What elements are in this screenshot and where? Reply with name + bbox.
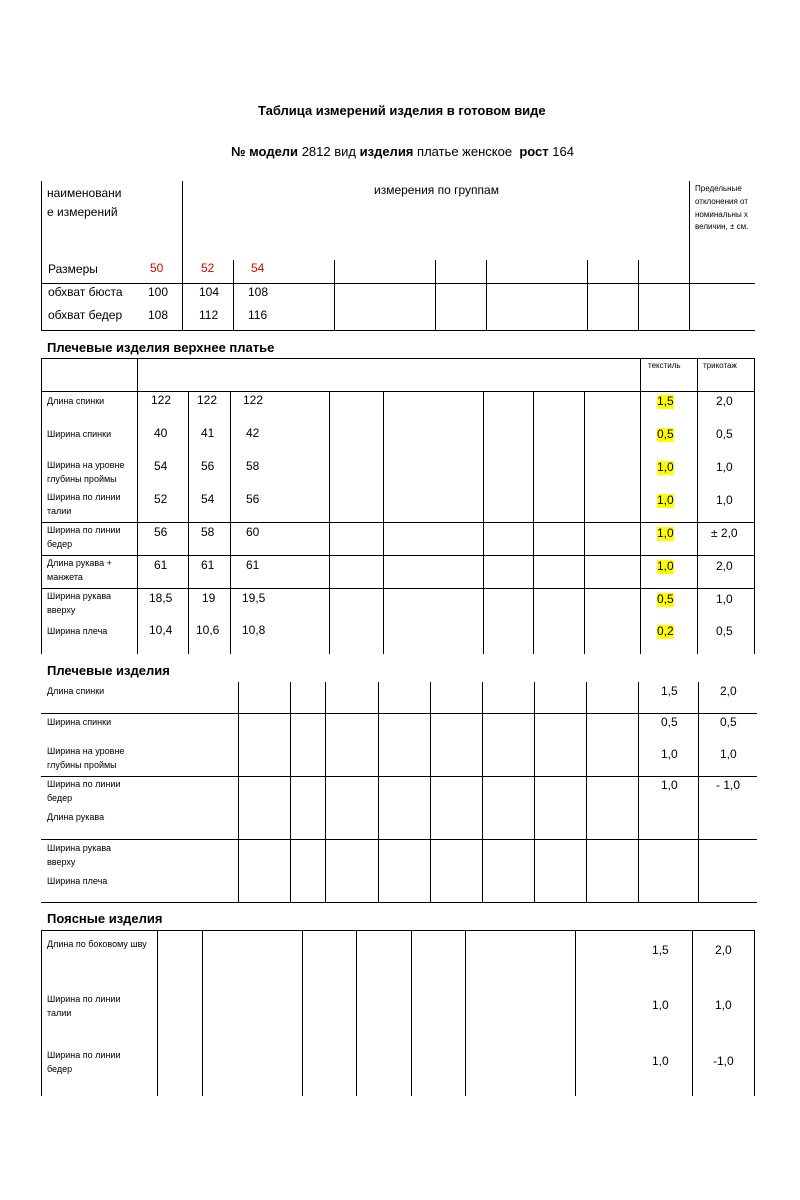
s3-row-knit: 2,0: [715, 943, 732, 957]
s1-row-value: 61: [154, 558, 168, 572]
s1-row-label: Ширина по линии бедер: [47, 525, 121, 549]
s2-row-label: Ширина плеча: [47, 876, 108, 886]
height-label: рост: [519, 144, 549, 159]
col-knit-header: трикотаж: [703, 361, 737, 370]
s1-row-value: 56: [246, 492, 260, 506]
s2-row-label: Ширина спинки: [47, 717, 112, 727]
s2-row-label: Длина рукава: [47, 812, 105, 822]
model-value: 2812: [301, 144, 331, 159]
s1-row-value: 42: [246, 426, 260, 440]
tolerance-col-header: Предельные отклонения от номинальны х величин, ± см.: [695, 184, 749, 232]
s1-row-value: 19: [202, 591, 216, 605]
height-value: 164: [552, 144, 574, 159]
hip-50: 108: [148, 308, 169, 322]
s2-row-knit: 2,0: [720, 684, 737, 698]
s1-row-textile: 1,5: [657, 394, 674, 408]
s1-row-value: 61: [246, 558, 260, 572]
s1-row-value: 10,6: [196, 623, 220, 637]
s1-row-value: 60: [246, 525, 260, 539]
groups-col-header: измерения по группам: [374, 183, 499, 197]
s1-row-value: 58: [201, 525, 215, 539]
s3-row-knit: 1,0: [715, 998, 732, 1012]
name-col-header: наименовани е измерений: [47, 186, 122, 220]
col-textile-header: текстиль: [648, 361, 681, 370]
s2-row-textile: 1,5: [661, 684, 678, 698]
s3-row-knit: -1,0: [713, 1054, 734, 1068]
s1-row-label: Ширина на уровне глубины проймы: [47, 460, 125, 484]
s1-row-textile: 0,2: [657, 624, 674, 638]
s1-row-value: 122: [151, 393, 172, 407]
s1-row-value: 10,8: [242, 623, 266, 637]
s1-row-textile: 1,0: [657, 526, 674, 540]
sizes-label: Размеры: [48, 262, 98, 276]
hip-54: 116: [248, 308, 268, 322]
s2-row-label: Ширина по линии бедер: [47, 779, 121, 803]
model-label: № модели: [231, 144, 299, 159]
s1-row-label: Длина рукава + манжета: [47, 558, 112, 582]
s3-row-label: Ширина по линии бедер: [47, 1050, 121, 1074]
s1-row-value: 56: [201, 459, 215, 473]
s1-row-textile: 0,5: [657, 427, 674, 441]
page-title: Таблица измерений изделия в готовом виде: [258, 103, 546, 118]
s1-row-value: 122: [243, 393, 264, 407]
s1-row-label: Ширина спинки: [47, 429, 112, 439]
s2-row-knit: - 1,0: [716, 778, 741, 792]
s2-row-textile: 1,0: [661, 778, 678, 792]
s1-row-textile: 1,0: [657, 460, 674, 474]
s2-row-label: Длина спинки: [47, 686, 105, 696]
s1-row-knit: 2,0: [716, 394, 733, 408]
bust-50: 100: [148, 285, 169, 299]
s1-row-value: 10,4: [149, 623, 173, 637]
s3-row-textile: 1,5: [652, 943, 669, 957]
model-subtitle: [231, 145, 574, 160]
s1-row-value: 61: [201, 558, 215, 572]
s1-row-label: Ширина рукава вверху: [47, 591, 112, 615]
s1-row-knit: 0,5: [716, 427, 733, 441]
type-label: вид: [334, 144, 356, 159]
bust-label: обхват бюста: [48, 285, 123, 299]
s1-row-label: Длина спинки: [47, 396, 105, 406]
s1-row-value: 54: [201, 492, 215, 506]
s1-row-knit: 1,0: [716, 493, 733, 507]
s1-row-value: 19,5: [242, 591, 266, 605]
hip-52: 112: [199, 308, 219, 322]
s1-row-value: 58: [246, 459, 260, 473]
s1-row-value: 122: [197, 393, 218, 407]
s3-row-textile: 1,0: [652, 1054, 669, 1068]
s1-row-knit: 1,0: [716, 460, 733, 474]
s1-row-value: 54: [154, 459, 168, 473]
item-value: платье женское: [417, 144, 513, 159]
s1-row-knit: 1,0: [716, 592, 733, 606]
s1-row-value: 18,5: [149, 591, 173, 605]
hip-label: обхват бедер: [48, 308, 123, 322]
s2-row-label: Ширина на уровне глубины проймы: [47, 746, 125, 770]
s1-row-value: 52: [154, 492, 168, 506]
s1-row-knit: 0,5: [716, 624, 733, 638]
s1-row-knit: 2,0: [716, 559, 733, 573]
s2-row-textile: 1,0: [661, 747, 678, 761]
s1-row-value: 40: [154, 426, 168, 440]
size-52: 52: [201, 261, 215, 275]
s2-row-knit: 1,0: [720, 747, 737, 761]
s2-row-textile: 0,5: [661, 715, 678, 729]
item-label: изделия: [359, 144, 414, 159]
section2-title: Плечевые изделия: [47, 663, 170, 678]
section3-title: Поясные изделия: [47, 911, 163, 926]
s1-row-textile: 0,5: [657, 592, 674, 606]
s1-row-label: Ширина плеча: [47, 626, 108, 636]
s3-row-label: Длина по боковому шву: [47, 939, 147, 949]
s2-row-label: Ширина рукава вверху: [47, 843, 112, 867]
bust-52: 104: [199, 285, 220, 299]
s1-row-textile: 1,0: [657, 493, 674, 507]
s3-row-label: Ширина по линии талии: [47, 994, 121, 1018]
s1-row-textile: 1,0: [657, 559, 674, 573]
section1-title: Плечевые изделия верхнее платье: [47, 340, 275, 355]
bust-54: 108: [248, 285, 269, 299]
size-54: 54: [251, 261, 265, 275]
s2-row-knit: 0,5: [720, 715, 737, 729]
s1-row-label: Ширина по линии талии: [47, 492, 121, 516]
s1-row-value: 41: [201, 426, 215, 440]
size-50: 50: [150, 261, 164, 275]
s3-row-textile: 1,0: [652, 998, 669, 1012]
s1-row-knit: ± 2,0: [711, 526, 738, 540]
s1-row-value: 56: [154, 525, 168, 539]
